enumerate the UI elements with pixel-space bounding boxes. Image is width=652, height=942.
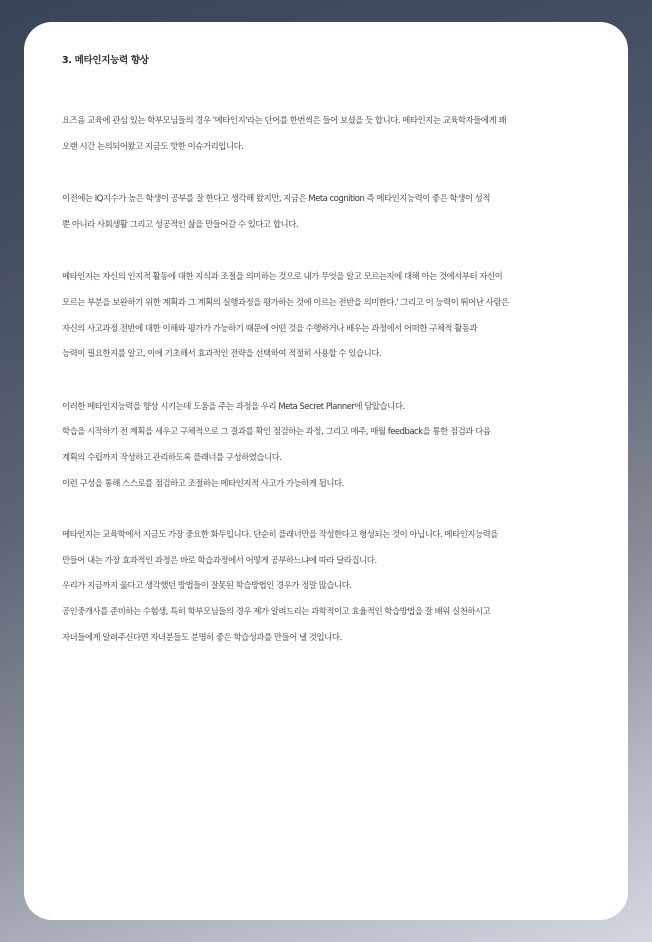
text-line: 오랜 시간 논의되어왔고 지금도 핫한 이슈거리입니다. [62, 140, 244, 151]
paragraph-iq-vs-metacognition [62, 186, 594, 237]
section-title: 3. 메타인지능력 향상 [62, 55, 149, 66]
paragraph-planner [62, 394, 594, 496]
text-line: 공인중개사를 준비하는 수험생, 특히 학부모님들의 경우 제가 알려드리는 과학적이고 효율적인 학습방법을 잘 배워 실천하시고 [62, 605, 491, 616]
text-line: 이전에는 IQ지수가 높은 학생이 공부를 잘 한다고 생각해 왔지만, 지금은 Meta cognition 즉 메타인지능력이 좋은 학생이 성적 [62, 193, 490, 204]
document-page [24, 22, 628, 920]
text-line: 모르는 부분을 보완하기 위한 계획과 그 계획의 실행과정을 평가하는 것에 이르는 전반을 의미한다.' 그리고 이 능력이 뛰어난 사람은 [62, 296, 509, 307]
text-line: 만들어 내는 가장 효과적인 과정은 바로 학습과정에서 어떻게 공부하느냐에 따라 달라집니다. [62, 554, 377, 565]
text-line: 이러한 메타인지능력을 향상 시키는데 도움을 주는 과정을 우리 Meta Secret Planner에 담았습니다. [62, 400, 405, 411]
text-line: 자녀들에게 알려주신다면 자녀분들도 분명히 좋은 학습성과를 만들어 낼 것입니다. [62, 631, 342, 642]
text-line: 학습을 시작하기 전 계획을 세우고 구체적으로 그 결과를 확인 점검하는 과정, 그리고 매주, 매월 feedback을 통한 점검과 다음 [62, 426, 491, 437]
paragraph-definition [62, 264, 594, 366]
text-line: 메타인지는 자신의 인지적 활동에 대한 지식과 조절을 의미하는 것으로 내가 무엇을 알고 모르는지에 대해 아는 것에서부터 자신이 [62, 271, 503, 282]
paragraph-conclusion [62, 522, 594, 650]
text-line: 능력이 필요한지를 알고, 이에 기초해서 효과적인 전략을 선택하여 적절히 사용할 수 있습니다. [62, 348, 382, 359]
text-line: 이런 구성을 통해 스스로를 점검하고 조절하는 메타인지적 사고가 가능하게 됩니다. [62, 477, 344, 488]
text-line: 우리가 지금까지 옳다고 생각했던 방법들이 잘못된 학습방법인 경우가 정말 많습니다. [62, 580, 352, 591]
text-line: 요즈음 교육에 관심 있는 학부모님들의 경우 '메타인지'라는 단어를 한번씩은 들어 보셨을 듯 합니다. 메타인지는 교육학자들에게 꽤 [62, 115, 507, 125]
text-line: 뿐 아니라 사회생활 그리고 성공적인 삶을 만들어갈 수 있다고 합니다. [62, 218, 299, 229]
text-line: 메타인지는 교육학에서 지금도 가장 중요한 화두입니다. 단순히 플래너만을 작성한다고 형성되는 것이 아닙니다. 메타인지능력을 [62, 529, 498, 540]
text-line: 계획의 수립까지 작성하고 관리하도록 플래너를 구성하였습니다. [62, 451, 282, 462]
paragraph-intro [62, 108, 594, 159]
text-line: 자신의 사고과정 전반에 대한 이해와 평가가 가능하기 때문에 어떤 것을 수행하거나 배우는 과정에서 어떠한 구체적 활동과 [62, 322, 478, 333]
